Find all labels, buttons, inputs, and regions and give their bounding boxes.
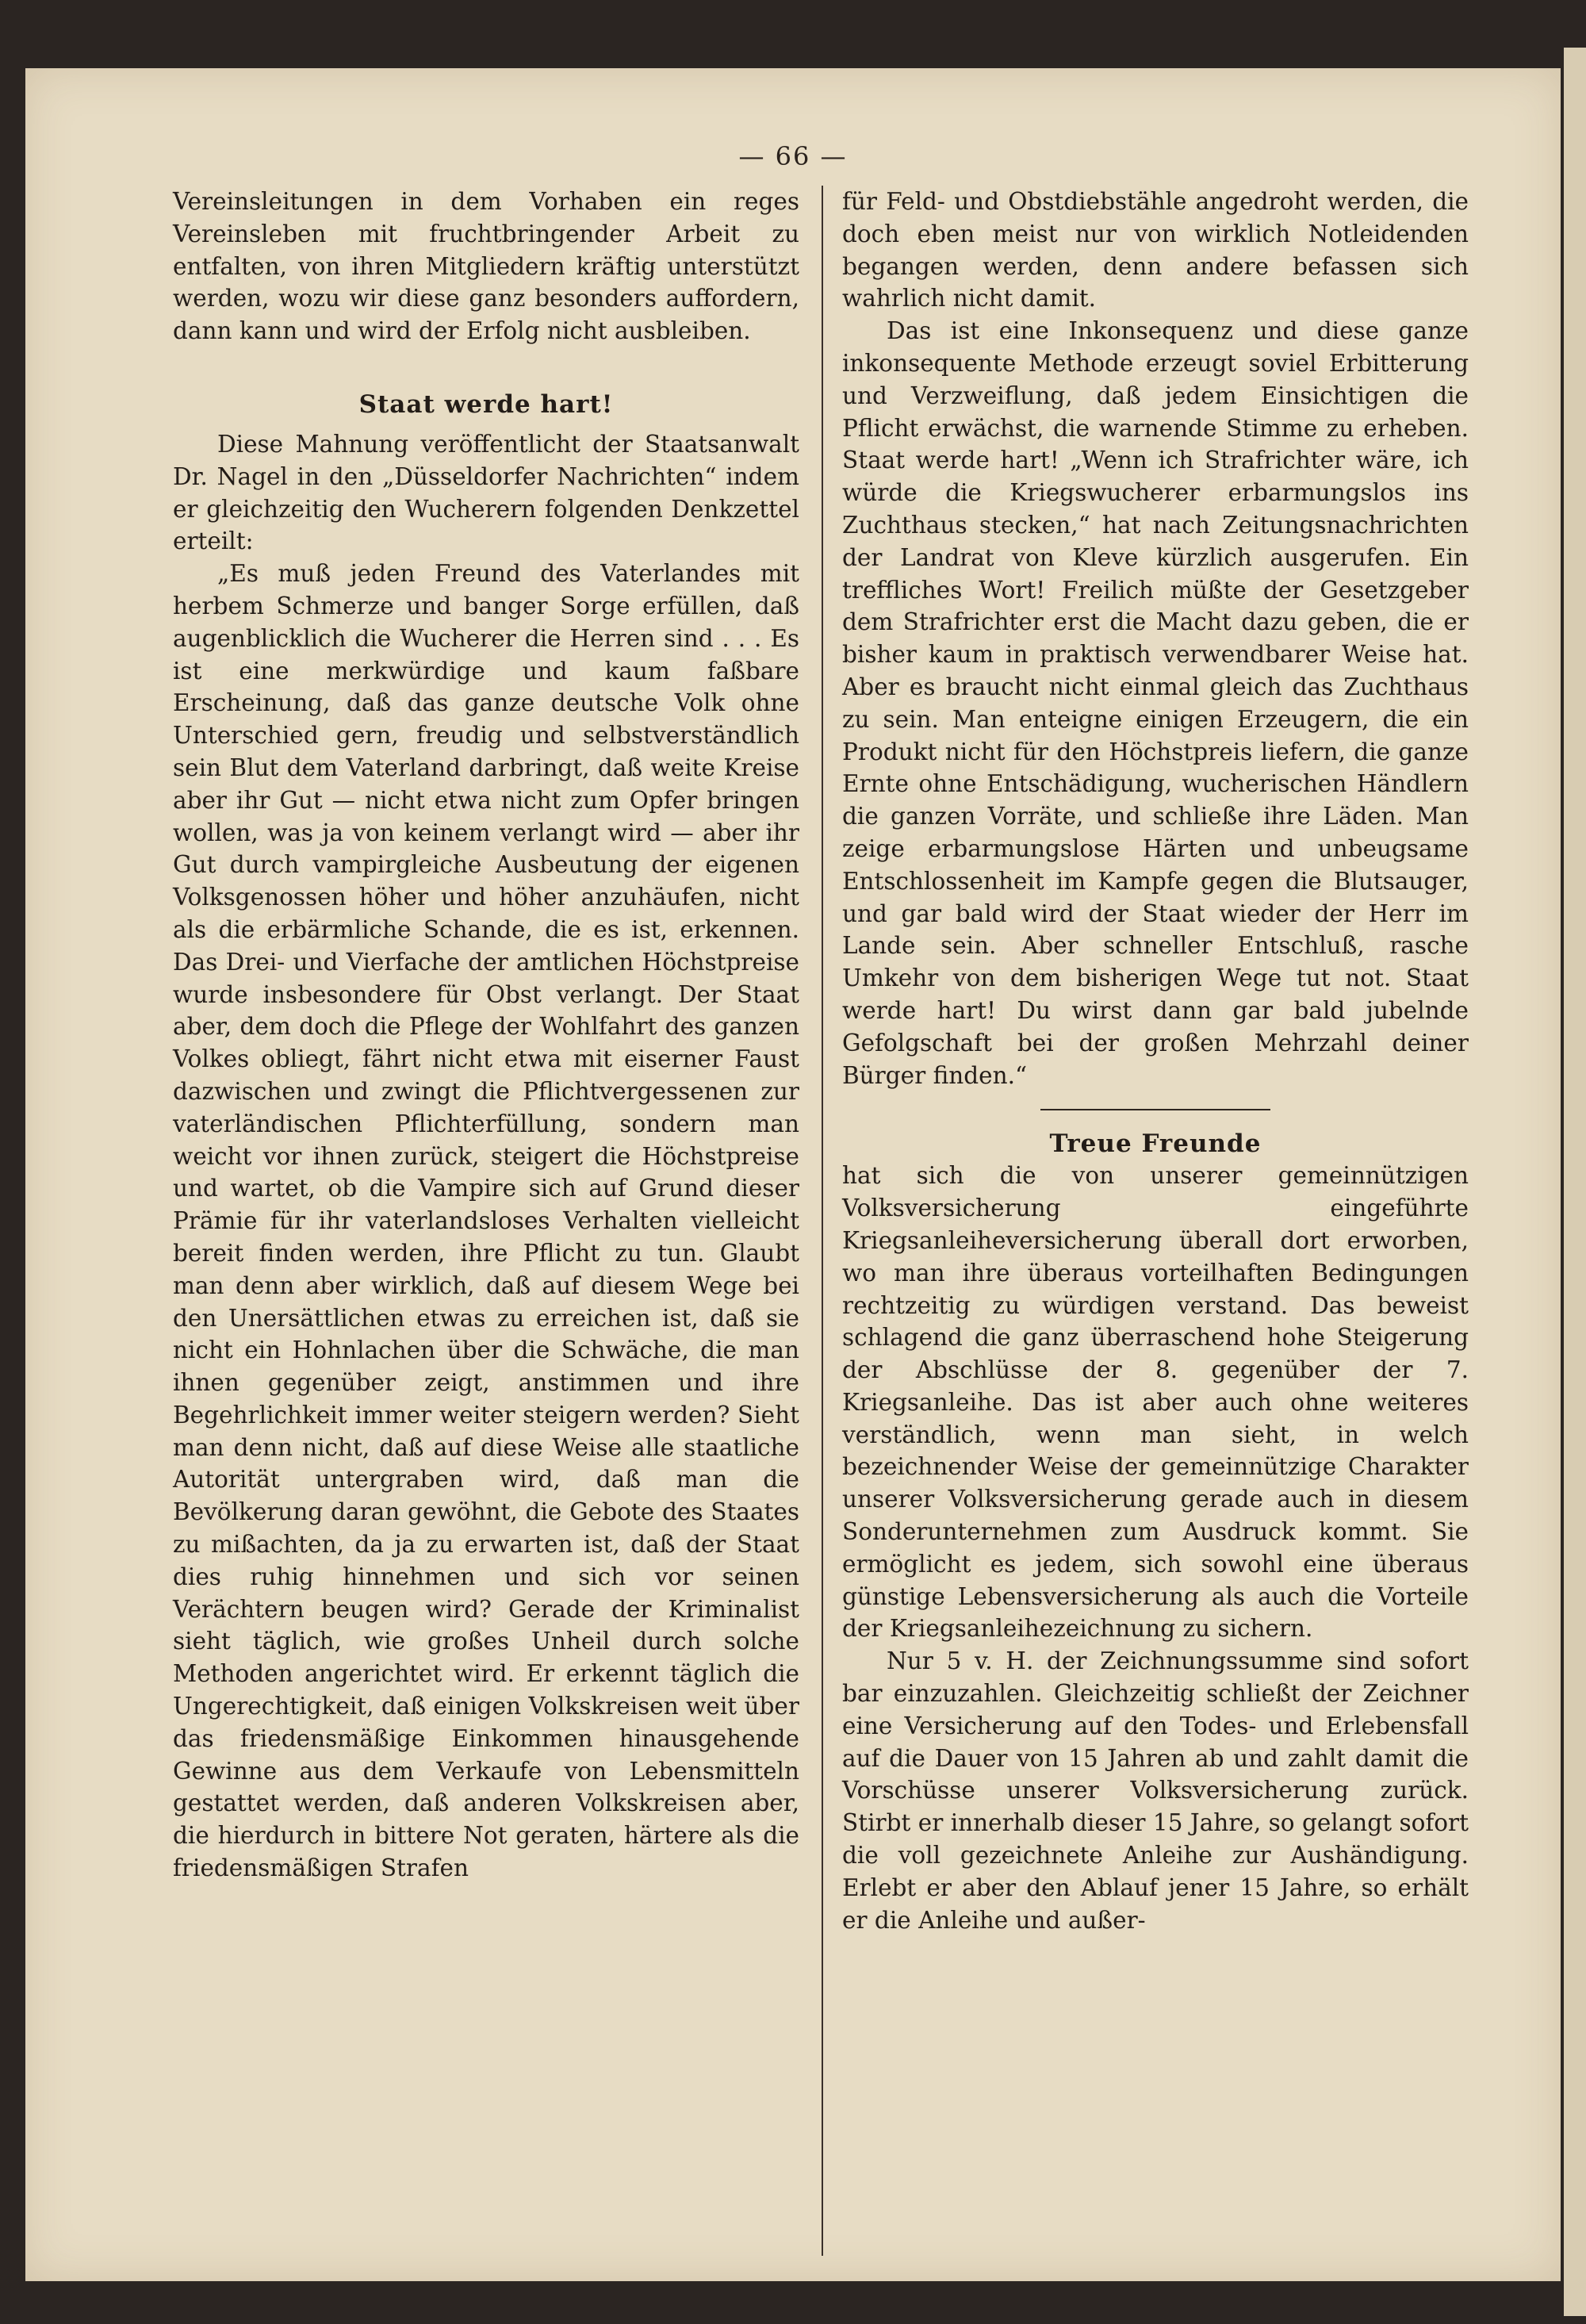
left-paragraph-1: Vereinsleitungen in dem Vorhaben ein reges Vereinsleben mit fruchtbringender Arbeit zu entfalten, von ihren Mitgliedern kräftig unterstützt werden, wozu wir diese ganz besonders auffordern, dann kann und wird der Erfolg nicht ausbleiben. xyxy=(173,188,799,345)
document-page xyxy=(25,68,1561,2281)
right-paragraph-4: Nur 5 v. H. der Zeichnungssumme sind sofort bar einzuzahlen. Gleichzeitig schließt der Zeichner eine Versicherung auf den Todes- und Erlebensfall auf die Dauer von 15 Jahren ab und zahlt damit die Vorschüsse unserer Volksversicherung zurück. Stirbt er innerhalb dieser 15 Jahre, so gelangt sofort die voll gezeichnete Anleihe zur Aushändigung. Erlebt er aber den Ablauf jener 15 Jahre, so erhält er die Anleihe und außer- xyxy=(842,1647,1469,1934)
right-paragraph-2: Das ist eine Inkonsequenz und diese ganze inkonsequente Methode erzeugt soviel Erbitterung und Verzweiflung, daß jedem Einsichtigen die Pflicht erwächst, die warnende Stimme zu erheben. Staat werde hart! „Wenn ich Strafrichter wäre, ich würde die Kriegswucherer erbarmungslos ins Zuchthaus stecken,“ hat nach Zeitungsnachrichten der Landrat von Kleve kürzlich ausgerufen. Ein treffliches Wort! Freilich müßte der Gesetzgeber dem Strafrichter erst die Macht dazu geben, die er bisher kaum in praktisch verwendbarer Weise hat. Aber es braucht nicht einmal gleich das Zuchthaus zu sein. Man enteigne einigen Erzeugern, die ein Produkt nicht für den Höchstpreis liefern, die ganze Ernte ohne Entschädigung, wucherischen Händlern die ganzen Vorräte, und schließe ihre Läden. Man zeige erbarmungslose Härten und unbeugsame Entschlossenheit im Kampfe gegen die Blutsauger, und gar bald wird der Staat wieder der Herr im Lande sein. Aber schneller Entschluß, rasche Umkehr von dem bisherigen Wege tut not. Staat werde hart! Du wirst dann gar bald jubelnde Gefolgschaft bei der großen Mehrzahl deiner Bürger finden.“ xyxy=(842,317,1469,1089)
article-heading-treue-freunde: Treue Freunde xyxy=(1049,1129,1262,1159)
left-paragraph-2: Diese Mahnung veröffentlicht der Staatsanwalt Dr. Nagel in den „Düsseldorfer Nachrichten“ indem er gleichzeitig den Wucherern folgenden Denkzettel erteilt: xyxy=(173,430,799,555)
right-paragraph-1: für Feld- und Obstdiebstähle angedroht werden, die doch eben meist nur von wirklich Notleidenden begangen werden, denn andere befassen sich wahrlich nicht damit. xyxy=(842,188,1469,313)
left-column xyxy=(173,186,799,1885)
page-number: — 66 — xyxy=(738,141,848,171)
article-heading-staat-werde-hart: Staat werde hart! xyxy=(358,389,614,419)
left-paragraph-3: „Es muß jeden Freund des Vaterlandes mit herbem Schmerze und banger Sorge erfüllen, daß augenblicklich die Wucherer die Herren sind . . . Es ist eine merkwürdige und kaum faßbare Erscheinung, daß das ganze deutsche Volk ohne Unterschied gern, freudig und selbstverständlich sein Blut dem Vaterland darbringt, daß weite Kreise aber ihr Gut — nicht etwa nicht zum Opfer bringen wollen, was ja von keinem verlangt wird — aber ihr Gut durch vampirgleiche Ausbeutung der eigenen Volksgenossen höher und höher anzuhäufen, nicht als die erbärmliche Schande, die es ist, erkennen. Das Drei- und Vierfache der amtlichen Höchstpreise wurde insbesondere für Obst verlangt. Der Staat aber, dem doch die Pflege der Wohlfahrt des ganzen Volkes obliegt, fährt nicht etwa mit eiserner Faust dazwischen und zwingt die Pflichtvergessenen zur vaterländischen Pflichterfüllung, sondern man weicht vor ihnen zurück, steigert die Höchstpreise und wartet, ob die Vampire sich auf Grund dieser Prämie für ihr vaterlandsloses Verhalten vielleicht bereit finden werden, ihre Pflicht zu tun. Glaubt man denn aber wirklich, daß auf diesem Wege bei den Unersättlichen etwas zu erreichen ist, daß sie nicht ein Hohnlachen über die Schwäche, die man ihnen gegenüber zeigt, anstimmen und ihre Begehrlichkeit immer weiter steigern werden? Sieht man denn nicht, daß auf diese Weise alle staatliche Autorität untergraben wird, daß man die Bevölkerung daran gewöhnt, die Gebote des Staates zu mißachten, da ja zu erwarten ist, daß der Staat dies ruhig hinnehmen und sich vor seinen Verächtern beugen wird? Gerade der Kriminalist sieht täglich, wie großes Unheil durch solche Methoden angerichtet wird. Er erkennt täglich die Ungerechtigkeit, daß einigen Volkskreisen weit über das friedensmäßige Einkommen hinausgehende Gewinne aus dem Verkaufe von Lebensmitteln gestattet werden, daß anderen Volkskreisen aber, die hierdurch in bittere Not geraten, härtere als die friedensmäßigen Strafen xyxy=(173,560,799,1882)
column-divider xyxy=(822,186,823,2256)
right-column xyxy=(842,186,1469,1936)
adjacent-page-edge xyxy=(1564,48,1586,2316)
right-paragraph-3: hat sich die von unserer gemeinnützigen Volksversicherung eingeführte Kriegsanleiheversicherung überall dort erworben, wo man ihre überaus vorteilhaften Bedingungen rechtzeitig zu würdigen verstand. Das beweist schlagend die ganz überraschend hohe Steigerung der Abschlüsse der 8. gegenüber der 7. Kriegsanleihe. Das ist aber auch ohne weiteres verständlich, wenn man sieht, in welch bezeichnender Weise der gemeinnützige Charakter unserer Volksversicherung gerade auch in diesem Sonderunternehmen zum Ausdruck kommt. Sie ermöglicht es jedem, sich sowohl eine überaus günstige Lebensversicherung als auch die Vorteile der Kriegsanleihezeichnung zu sichern. xyxy=(842,1162,1469,1643)
